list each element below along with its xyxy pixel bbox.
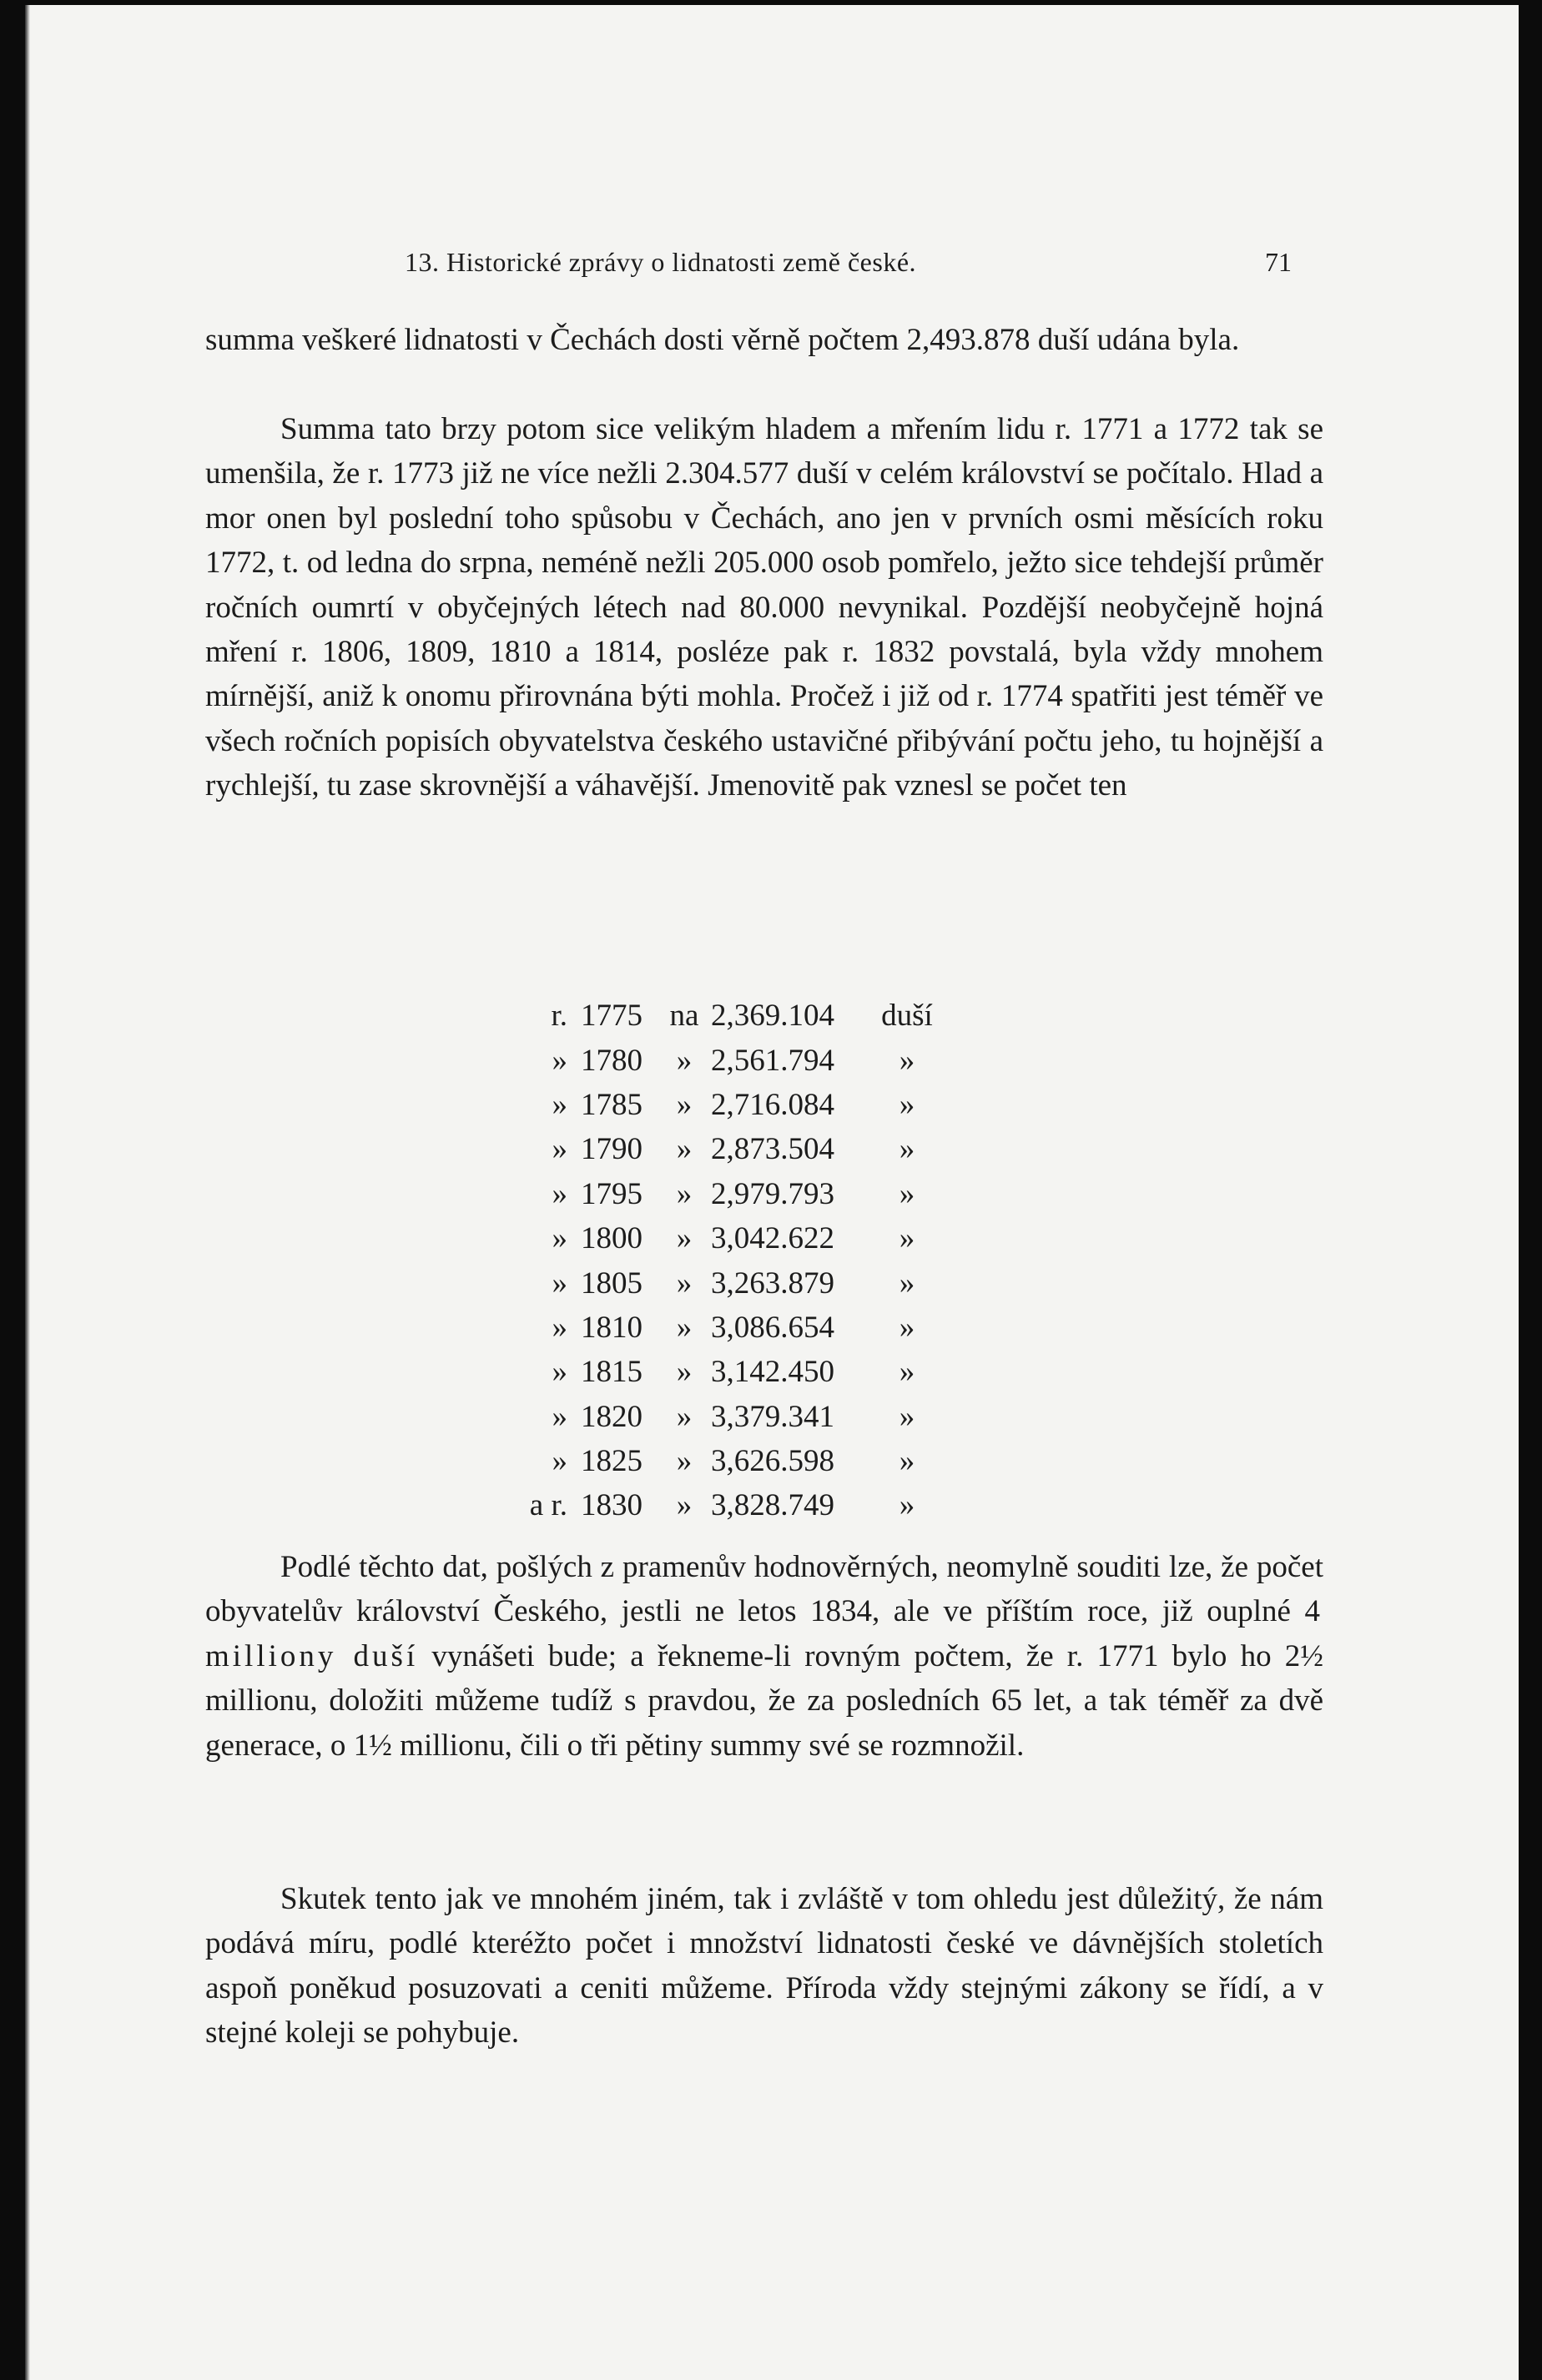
census-na: » — [676, 1488, 693, 1523]
running-head: 13. Historické zprávy o lidnatosti země české. — [405, 247, 917, 277]
census-na: » — [676, 1355, 693, 1390]
census-row — [501, 1038, 936, 1082]
p3-text-end: vynášeti bude; a řekneme-li rovným počtem, že r. 1771 bylo ho 2½ millionu, doložiti můžeme tudíž s pravdou, že za posledních 65 let, a tak téměř za dvě generace, o 1½ millionu, čili o tři pětiny summy své se rozmnožil. — [205, 1638, 1324, 1763]
census-year: 1825 — [581, 1444, 642, 1479]
census-unit: » — [899, 1087, 915, 1122]
census-count: 3,142.450 — [711, 1355, 834, 1390]
census-row — [501, 1483, 936, 1527]
census-prefix: » — [552, 1355, 567, 1390]
census-count: 3,086.654 — [711, 1310, 834, 1345]
census-na: » — [676, 1221, 693, 1256]
census-row — [501, 1216, 936, 1260]
census-na: » — [676, 1132, 693, 1167]
census-count: 2,873.504 — [711, 1132, 834, 1167]
census-row — [501, 1172, 936, 1216]
census-unit: » — [899, 1176, 915, 1211]
census-na: » — [676, 1043, 693, 1078]
p3-text-start: Podlé těchto dat, pošlých z pramenův hodnověrných, neomylně souditi lze, že počet obyvatelův království Českého, jestli ne letos 1834, ale ve příštím roce, již ouplné — [205, 1550, 1323, 1629]
paragraph-continuation: summa veškeré lidnatosti v Čechách dosti věrně počtem 2,493.878 duší udána byla. — [205, 323, 1240, 357]
census-prefix: » — [552, 1176, 567, 1211]
census-prefix: » — [552, 1265, 567, 1301]
census-unit: » — [899, 1265, 915, 1301]
census-row — [501, 1260, 936, 1305]
census-unit: duší — [881, 999, 933, 1034]
population-table-body — [501, 994, 936, 1528]
census-row — [501, 1127, 936, 1171]
census-unit: » — [899, 1488, 915, 1523]
census-prefix: » — [552, 1399, 567, 1434]
page-header — [25, 247, 1519, 280]
census-prefix: » — [552, 1043, 567, 1078]
census-count: 3,042.622 — [711, 1221, 834, 1256]
census-prefix: » — [552, 1087, 567, 1122]
census-year: 1795 — [581, 1176, 642, 1211]
census-na: » — [676, 1310, 693, 1345]
census-count: 3,263.879 — [711, 1265, 834, 1301]
census-na: na — [669, 999, 699, 1034]
census-row — [501, 994, 936, 1038]
census-year: 1815 — [581, 1355, 642, 1390]
census-unit: » — [899, 1444, 915, 1479]
census-prefix: r. — [551, 999, 567, 1034]
census-row — [501, 1439, 936, 1483]
census-na: » — [676, 1265, 693, 1301]
census-year: 1810 — [581, 1310, 642, 1345]
census-count: 3,379.341 — [711, 1399, 834, 1434]
census-count: 2,716.084 — [711, 1087, 834, 1122]
census-prefix: » — [552, 1221, 567, 1256]
census-unit: » — [899, 1310, 915, 1345]
census-count: 2,369.104 — [711, 999, 834, 1034]
census-unit: » — [899, 1355, 915, 1390]
census-row — [501, 1350, 936, 1394]
census-year: 1785 — [581, 1087, 642, 1122]
census-year: 1820 — [581, 1399, 642, 1434]
census-na: » — [676, 1176, 693, 1211]
census-year: 1800 — [581, 1221, 642, 1256]
census-prefix: » — [552, 1310, 567, 1345]
page-number: 71 — [1265, 247, 1292, 277]
census-prefix: a r. — [529, 1488, 567, 1523]
census-count: 3,626.598 — [711, 1444, 834, 1479]
census-year: 1775 — [581, 999, 642, 1034]
census-unit: » — [899, 1399, 915, 1434]
census-na: » — [676, 1444, 693, 1479]
census-unit: » — [899, 1132, 915, 1167]
census-count: 3,828.749 — [711, 1488, 834, 1523]
census-unit: » — [899, 1043, 915, 1078]
p3-spaced-emphasis: 4 milliony duší — [205, 1594, 1323, 1673]
paragraph-conclusion — [205, 1545, 1323, 1768]
census-year: 1780 — [581, 1043, 642, 1078]
census-count: 2,979.793 — [711, 1176, 834, 1211]
census-unit: » — [899, 1221, 915, 1256]
census-row — [501, 1083, 936, 1127]
census-row — [501, 1306, 936, 1350]
census-year: 1805 — [581, 1265, 642, 1301]
census-count: 2,561.794 — [711, 1043, 834, 1078]
paragraph-famine: Summa tato brzy potom sice velikým hladem a mřením lidu r. 1771 a 1772 tak se umenšila, že r. 1773 již ne více nežli 2.304.577 duší v celém království se počítalo. Hlad a mor onen byl poslední toho spůsobu v Čechách, ano jen v prvních osmi měsících roku 1772, t. od ledna do srpna, neméně nežli 205.000 osob pomřelo, ježto sice tehdejší průměr ročních oumrtí v obyčejných létech nad 80.000 nevynikal. Pozdější neobyčejně hojná mření r. 1806, 1809, 1810 a 1814, posléze pak r. 1832 povstalá, byla vždy mnohem mírnější, aniž k onomu přirovnána býti mohla. Pročež i již od r. 1774 spatřiti jest téměř ve všech ročních popisích obyvatelstva českého ustavičné přibývání počtu jeho, tu hojnější a rychlejší, tu zase skrovnější a váhavější. Jmenovitě pak vznesl se počet ten — [205, 412, 1323, 803]
census-row — [501, 1395, 936, 1439]
census-na: » — [676, 1399, 693, 1434]
paragraph-significance: Skutek tento jak ve mnohém jiném, tak i zvláště v tom ohledu jest důležitý, že nám podává míru, podlé kteréžto počet i množství lidnatosti české ve dávnějších stoletích aspoň poněkud posuzovati a ceniti můžeme. Příroda vždy stejnými zákony se řídí, a v stejné koleji se pohybuje. — [205, 1882, 1323, 2050]
population-table — [501, 994, 936, 1528]
census-prefix: » — [552, 1132, 567, 1167]
census-year: 1790 — [581, 1132, 642, 1167]
book-page — [25, 5, 1519, 2380]
census-prefix: » — [552, 1444, 567, 1479]
census-year: 1830 — [581, 1488, 642, 1523]
census-na: » — [676, 1087, 693, 1122]
